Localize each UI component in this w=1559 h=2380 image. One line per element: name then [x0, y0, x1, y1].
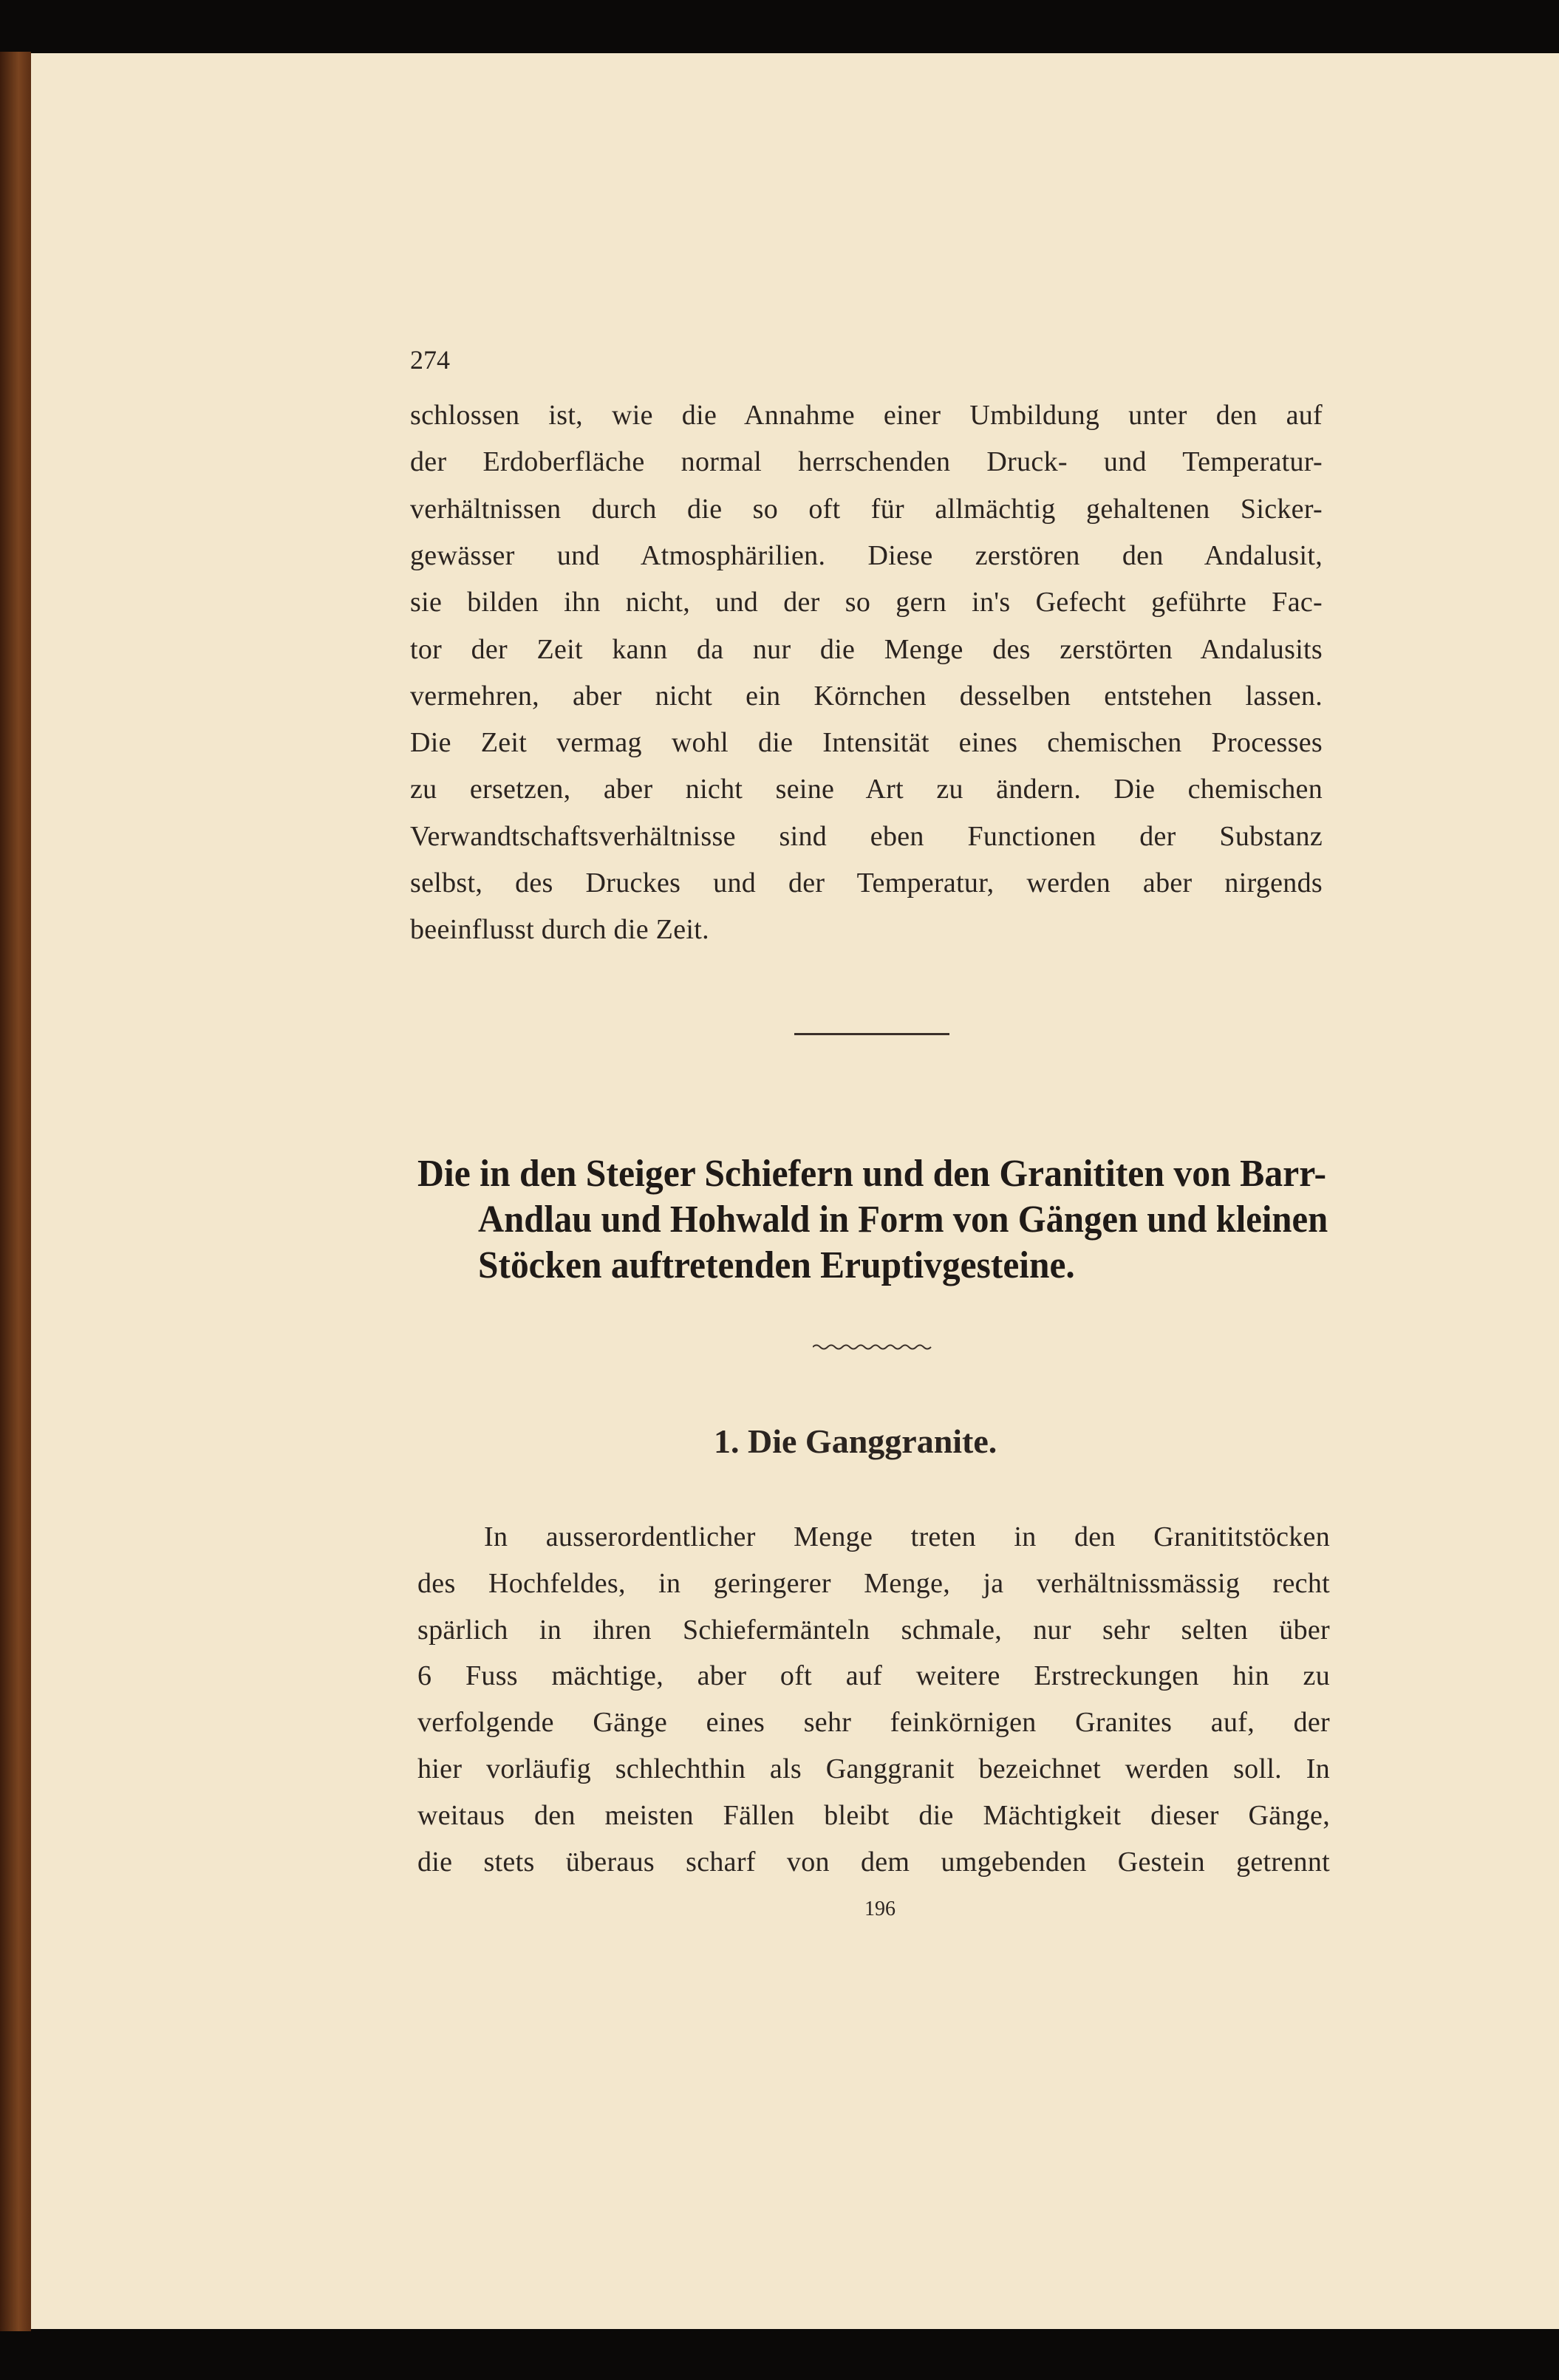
text-line: zu ersetzen, aber nicht seine Art zu ändern. Die chemischen — [410, 774, 1323, 805]
text-line: hier vorläufig schlechthin als Ganggranit bezeichnet werden soll. In — [417, 1753, 1330, 1784]
book-spine-edge — [0, 52, 31, 2331]
text-line: gewässer und Atmosphärilien. Diese zerstören den Andalusit, — [410, 539, 1323, 571]
text-line: verfolgende Gänge eines sehr feinkörnigen Granites auf, der — [417, 1707, 1330, 1739]
text-line: spärlich in ihren Schiefermänteln schmale, nur sehr selten über — [417, 1614, 1330, 1646]
text-line: weitaus den meisten Fällen bleibt die Mächtigkeit dieser Gänge, — [417, 1799, 1330, 1831]
text-line: Verwandtschaftsverhältnisse sind eben Functionen der Substanz — [410, 820, 1323, 852]
signature-mark: 196 — [864, 1897, 896, 1920]
text-line: schlossen ist, wie die Annahme einer Umbildung unter den auf — [410, 400, 1323, 431]
page-number: 274 — [410, 345, 450, 375]
wavy-ornament — [813, 1341, 935, 1353]
heading-line: Stöcken auftretenden Eruptivgesteine. — [478, 1244, 1075, 1286]
text-line: vermehren, aber nicht ein Körnchen desselben entstehen lassen. — [410, 680, 1323, 712]
text-line: verhältnissen durch die so oft für allmächtig gehaltenen Sicker- — [410, 493, 1323, 525]
text-line: die stets überaus scharf von dem umgebenden Gestein getrennt — [417, 1846, 1330, 1878]
text-line: der Erdoberfläche normal herrschenden Druck- und Temperatur- — [410, 446, 1323, 478]
text-line: sie bilden ihn nicht, und der so gern in's Gefecht geführte Fac- — [410, 587, 1323, 618]
text-line: tor der Zeit kann da nur die Menge des zerstörten Andalusits — [410, 633, 1323, 665]
section-heading: 1. Die Ganggranite. — [714, 1422, 997, 1460]
heading-line: Andlau und Hohwald in Form von Gängen und kleinen — [478, 1198, 1328, 1241]
text-line: 6 Fuss mächtige, aber oft auf weitere Erstreckungen hin zu — [417, 1660, 1330, 1692]
text-line: beeinflusst durch die Zeit. — [410, 914, 709, 946]
text-line: In ausserordentlicher Menge treten in den Granititstöcken — [484, 1521, 1330, 1552]
heading-line: Die in den Steiger Schiefern und den Granititen von Barr- — [417, 1153, 1326, 1195]
text-line: Die Zeit vermag wohl die Intensität eines chemischen Processes — [410, 727, 1323, 759]
text-line: selbst, des Druckes und der Temperatur, werden aber nirgends — [410, 867, 1323, 899]
text-line: des Hochfeldes, in geringerer Menge, ja verhältnissmässig recht — [417, 1567, 1330, 1599]
section-divider-rule — [794, 1033, 949, 1035]
